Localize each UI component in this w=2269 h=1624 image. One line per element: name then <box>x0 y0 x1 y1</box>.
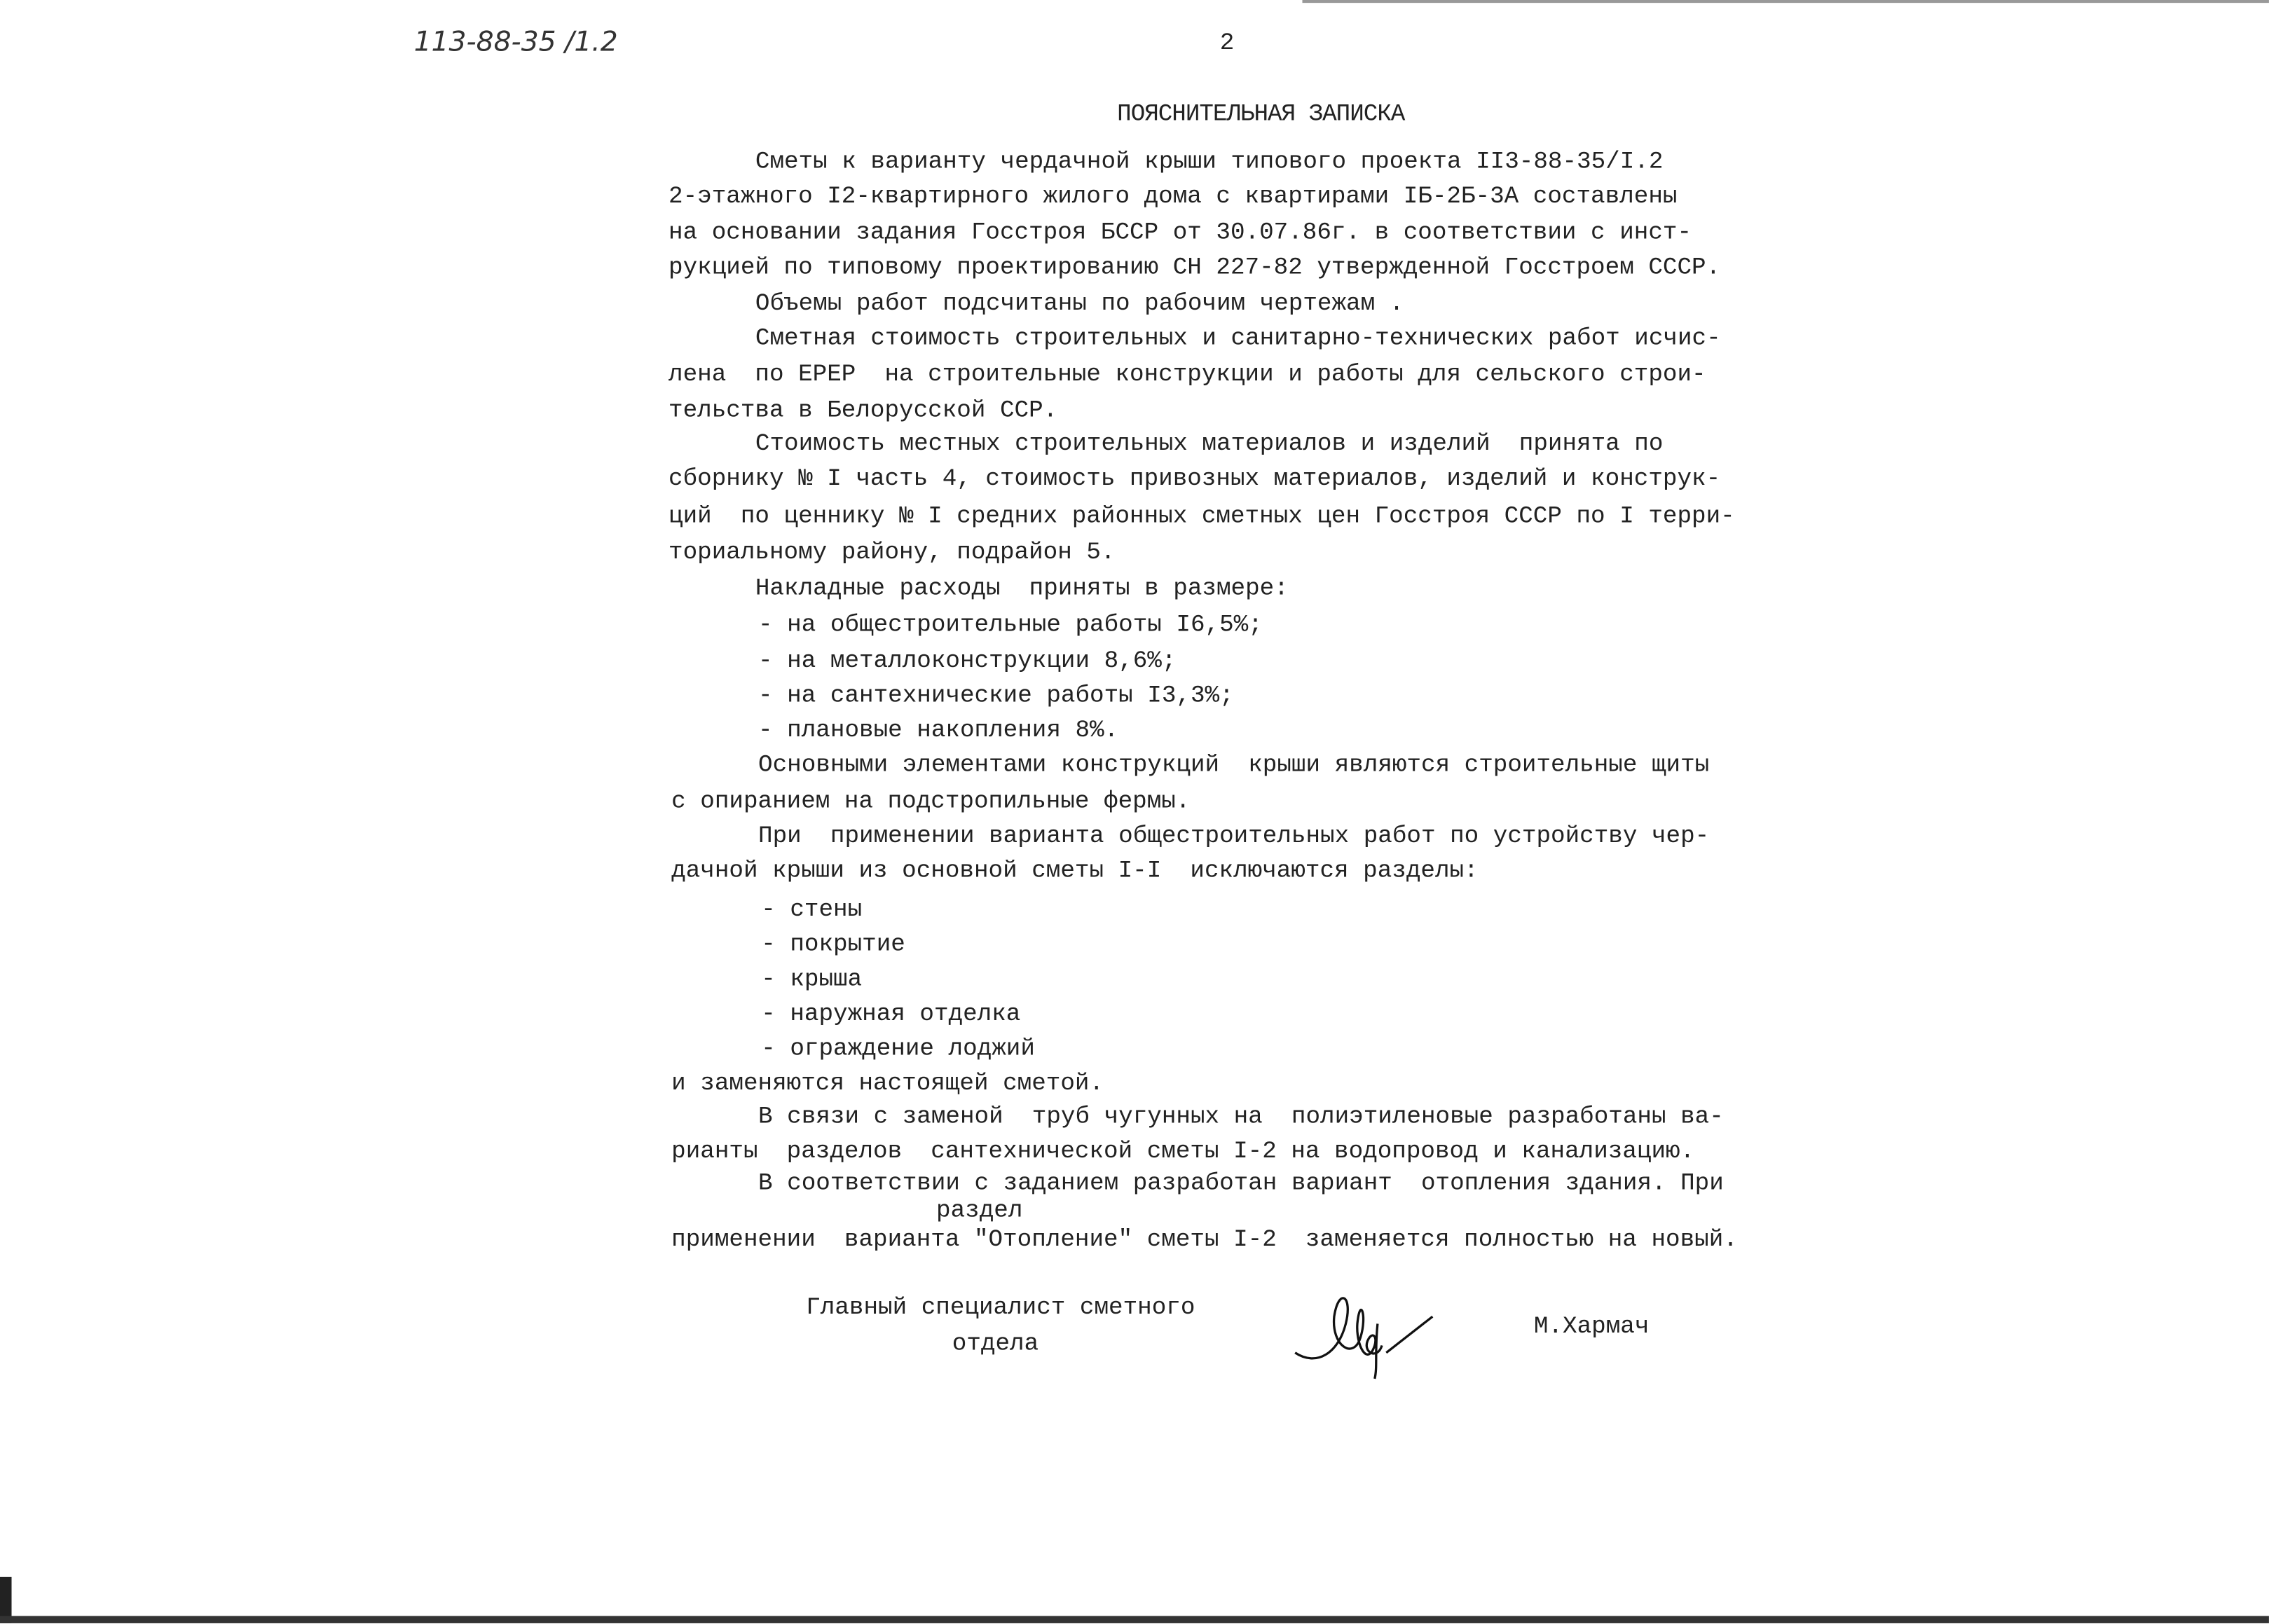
signer-department: отдела <box>952 1329 1039 1357</box>
overhead-item: - на общестроительные работы I6,5%; <box>758 610 1263 638</box>
body-line: дачной крыши из основной сметы I-I исключаются разделы: <box>671 856 1479 884</box>
body-line: сборнику № I часть 4, стоимость привозных материалов, изделий и конструк- <box>669 464 1721 493</box>
document-code: 113-88-35 /1.2 <box>413 26 618 58</box>
body-line: применении варианта "Отопление" сметы I-2 заменяется полностью на новый. <box>671 1225 1738 1253</box>
body-line: Сметы к варианту чердачной крыши типового проекта II3-88-35/I.2 <box>755 147 1664 175</box>
handwritten-insertion: раздел <box>936 1196 1023 1224</box>
overhead-item: - на сантехнические работы I3,3%; <box>758 681 1234 709</box>
signer-position: Главный специалист сметного <box>806 1293 1195 1321</box>
body-line: ториальному району, подрайон 5. <box>669 538 1116 566</box>
excluded-section: - ограждение лоджий <box>761 1034 1035 1062</box>
body-line: тельства в Белорусской ССР. <box>669 396 1058 425</box>
overhead-item: - на металлоконструкции 8,6%; <box>758 647 1177 675</box>
body-line: Объемы работ подсчитаны по рабочим чертежам . <box>755 289 1404 317</box>
body-line: Основными элементами конструкций крыши являются строительные щиты <box>758 750 1710 778</box>
scan-edge-bottom <box>0 1616 2269 1623</box>
body-line: ций по ценнику № I средних районных сметных цен Госстроя СССР по I терри- <box>669 502 1735 530</box>
handwritten-signature <box>1288 1281 1447 1389</box>
body-line: и заменяются настоящей сметой. <box>671 1069 1104 1097</box>
body-line: Накладные расходы приняты в размере: <box>755 574 1289 603</box>
excluded-section: - стены <box>761 895 863 923</box>
body-line: В соответствии с заданием разработан вариант отопления здания. При <box>758 1169 1724 1197</box>
body-line: Стоимость местных строительных материалов и изделий принята по <box>755 429 1664 457</box>
signer-name: М.Хармач <box>1533 1312 1650 1340</box>
body-line: 2-этажного I2-квартирного жилого дома с квартирами IБ-2Б-3А составлены <box>669 182 1678 210</box>
excluded-section: - покрытие <box>761 930 905 958</box>
body-line: с опиранием на подстропильные фермы. <box>671 787 1191 815</box>
overhead-item: - плановые накопления 8%. <box>758 716 1119 744</box>
body-line: Сметная стоимость строительных и санитарно-технических работ исчис- <box>755 324 1721 352</box>
body-line: При применении варианта общестроительных работ по устройству чер- <box>758 821 1710 850</box>
page-number: 2 <box>1219 29 1235 57</box>
excluded-section: - наружная отделка <box>761 999 1021 1028</box>
body-line: на основании задания Госстроя БССР от 30.07.86г. в соответствии с инст- <box>669 218 1692 247</box>
body-line: рукцией по типовому проектированию СН 227-82 утвержденной Госстроем СССР. <box>669 253 1721 281</box>
body-line: лена по ЕРЕР на строительные конструкции и работы для сельского строи- <box>669 360 1706 388</box>
body-line: рианты разделов сантехнической сметы I-2 на водопровод и канализацию. <box>671 1137 1695 1165</box>
excluded-section: - крыша <box>761 965 863 993</box>
scan-edge-top <box>1303 0 2269 3</box>
body-line: В связи с заменой труб чугунных на полиэтиленовые разработаны ва- <box>758 1102 1724 1130</box>
page-title: ПОЯСНИТЕЛЬНАЯ ЗАПИСКА <box>1117 99 1405 128</box>
